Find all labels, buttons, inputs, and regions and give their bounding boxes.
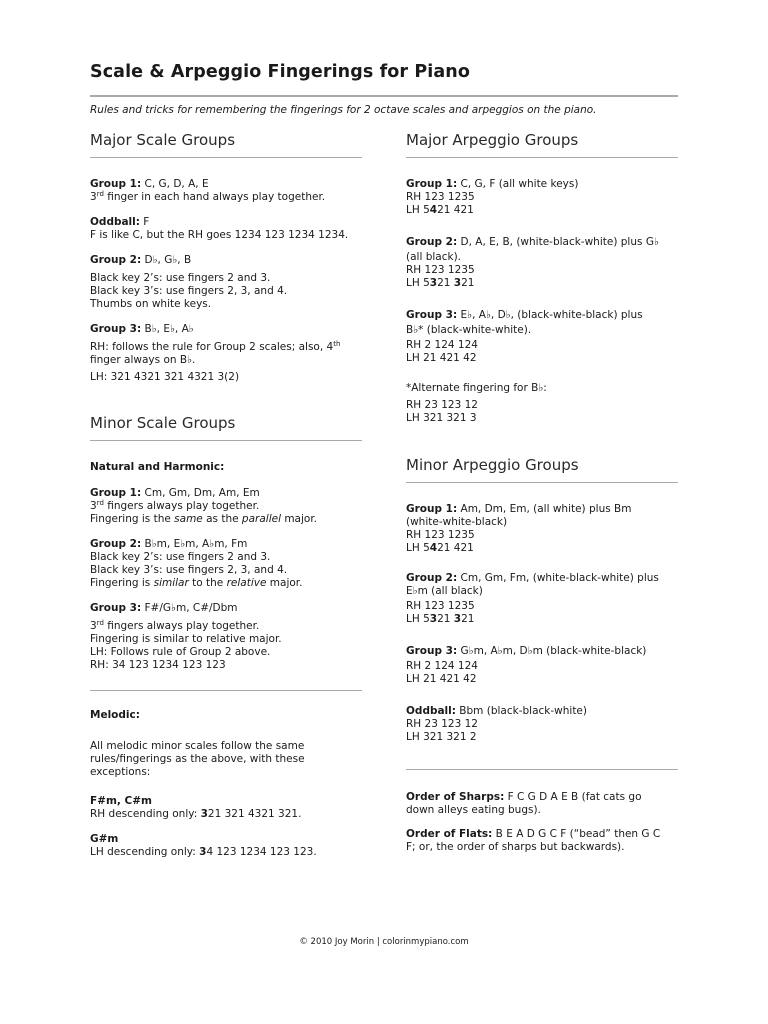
section-divider	[406, 482, 678, 483]
order-of-flats	[406, 828, 678, 854]
exception-label: G#m	[90, 833, 119, 845]
rh-fingering: RH 123 1235	[406, 264, 475, 276]
emphasis-text: parallel	[241, 513, 281, 525]
rule-text: as the	[202, 513, 242, 525]
rule-text: RH: follows the rule for Group 2 scales; also, 4	[90, 341, 334, 353]
group-label: Group 2:	[406, 236, 458, 248]
left-column	[90, 130, 362, 859]
group-label: Group 2:	[90, 254, 142, 266]
rule-text: 3	[90, 191, 97, 203]
group-keys: E♭, A♭, D♭, (black-white-black) plus	[457, 309, 643, 321]
rule-text: to the	[188, 577, 227, 589]
rule-text: Fingering is the	[90, 513, 175, 525]
melodic-exception-gsharp	[90, 833, 362, 859]
order-text: B E A D G C F (“bead” then G C	[492, 828, 661, 840]
rule-text: All melodic minor scales follow the same	[90, 740, 305, 752]
emphasis-text: same	[174, 513, 203, 525]
group-keys: D♭, G♭, B	[141, 254, 192, 266]
minor-scale-group-2	[90, 538, 362, 590]
group-label: Group 1:	[406, 178, 458, 190]
minor-scale-group-1	[90, 487, 362, 526]
rule-text: Fingering is	[90, 577, 154, 589]
group-keys: Cm, Gm, Fm, (white-black-white) plus	[457, 572, 659, 584]
minor-arpeggio-oddball	[406, 705, 678, 744]
order-label: Order of Flats:	[406, 828, 493, 840]
rh-fingering: RH 23 123 12	[406, 399, 478, 411]
rule-text: F is like C, but the RH goes 1234 123 1234 1234.	[90, 229, 349, 241]
group-label: Group 3:	[90, 602, 142, 614]
rh-fingering: RH 123 1235	[406, 191, 475, 203]
group-label: Group 2:	[90, 538, 142, 550]
fingering-text: 21 321 4321 321.	[207, 808, 302, 820]
rh-fingering: RH 2 124 124	[406, 339, 478, 351]
group-keys: F#/G♭m, C#/Dbm	[141, 602, 238, 614]
lh-fingering: LH 321 321 3	[406, 412, 477, 424]
emphasis-digit: 3	[200, 808, 208, 820]
group-keys: B♭, E♭, A♭	[141, 323, 194, 335]
group-label: Group 1:	[90, 487, 142, 499]
group-label: Group 3:	[90, 323, 142, 335]
rule-text: (all black).	[406, 251, 462, 263]
lh-fingering: LH 321 321 2	[406, 731, 477, 743]
lh-fingering: LH 21 421 42	[406, 352, 477, 364]
minor-scale-group-3	[90, 602, 362, 672]
rule-text: fingers always play together.	[103, 620, 260, 632]
fingering-text: LH: 321 4321 321 4321 3(2)	[90, 371, 240, 383]
group-label: Group 3:	[406, 645, 458, 657]
rule-text: Black key 2’s: use fingers 2 and 3.	[90, 551, 271, 563]
superscript: rd	[96, 499, 104, 507]
melodic-description	[90, 740, 362, 779]
natural-harmonic-label: Natural and Harmonic:	[90, 461, 225, 473]
rule-text: Fingering is similar to relative major.	[90, 633, 282, 645]
group-keys: C, G, D, A, E	[141, 178, 209, 190]
major-scale-groups-heading: Major Scale Groups	[90, 131, 236, 149]
major-scale-group-2	[90, 254, 362, 311]
rule-text: exceptions:	[90, 766, 151, 778]
rule-text: major.	[280, 513, 318, 525]
fingering-text: 4 123 1234 123 123.	[206, 846, 317, 858]
order-text: F; or, the order of sharps but backwards).	[406, 841, 625, 853]
minor-arpeggio-group-2	[406, 572, 678, 626]
minor-arpeggio-group-1	[406, 503, 678, 555]
rule-text: rules/fingerings as the above, with these	[90, 753, 305, 765]
emphasis-digit: 3	[199, 846, 207, 858]
group-keys: Cm, Gm, Dm, Am, Em	[141, 487, 260, 499]
section-divider	[90, 690, 362, 691]
minor-scale-groups-heading: Minor Scale Groups	[90, 414, 236, 432]
rule-text: finger always on B♭.	[90, 354, 196, 366]
minor-arpeggio-groups-heading: Minor Arpeggio Groups	[406, 456, 579, 474]
rule-text: B♭* (black-white-white).	[406, 324, 532, 336]
rh-fingering: RH 2 124 124	[406, 660, 478, 672]
right-column	[406, 130, 678, 854]
lh-fingering: LH 5321 321	[406, 613, 475, 625]
rule-text: finger in each hand always play together.	[103, 191, 326, 203]
major-scale-group-1	[90, 178, 362, 204]
rule-text: Thumbs on white keys.	[90, 298, 212, 310]
superscript: th	[333, 340, 341, 348]
rule-text: E♭m (all black)	[406, 585, 483, 597]
copyright-footer: © 2010 Joy Morin | colorinmypiano.com	[299, 937, 469, 947]
section-divider	[90, 157, 362, 158]
group-keys: G♭m, A♭m, D♭m (black-white-black)	[457, 645, 647, 657]
rule-text: major.	[266, 577, 303, 589]
rule-text: Black key 3’s: use fingers 2, 3, and 4.	[90, 285, 288, 297]
rh-fingering: RH 23 123 12	[406, 718, 478, 730]
superscript: rd	[96, 619, 104, 627]
section-divider	[90, 440, 362, 441]
major-arpeggio-group-1	[406, 178, 678, 217]
rule-text: RH descending only:	[90, 808, 201, 820]
alternate-fingering	[406, 382, 678, 425]
group-label: Oddball:	[90, 216, 140, 228]
emphasis-text: similar	[153, 577, 189, 589]
group-label: Group 1:	[90, 178, 142, 190]
emphasis-text: relative	[226, 577, 267, 589]
group-keys: C, G, F (all white keys)	[457, 178, 579, 190]
page-title: Scale & Arpeggio Fingerings for Piano	[90, 62, 470, 82]
rule-text: (white-white-black)	[406, 516, 508, 528]
lh-fingering: LH 21 421 42	[406, 673, 477, 685]
rule-text: LH: Follows rule of Group 2 above.	[90, 646, 271, 658]
minor-arpeggio-group-3	[406, 645, 678, 686]
rule-text: LH descending only:	[90, 846, 200, 858]
group-label: Group 1:	[406, 503, 458, 515]
rule-text: *Alternate fingering for B♭:	[406, 382, 547, 394]
major-arpeggio-groups-heading: Major Arpeggio Groups	[406, 131, 579, 149]
major-scale-group-3	[90, 323, 362, 384]
order-of-sharps	[406, 791, 678, 817]
rh-fingering: RH 123 1235	[406, 600, 475, 612]
melodic-label: Melodic:	[90, 709, 140, 721]
group-keys: Am, Dm, Em, (all white) plus Bm	[457, 503, 632, 515]
superscript: rd	[96, 190, 104, 198]
rule-text: 3	[90, 500, 97, 512]
order-text: F C G D A E B (fat cats go	[504, 791, 642, 803]
major-scale-oddball	[90, 216, 362, 242]
lh-fingering: LH 5321 321	[406, 277, 475, 289]
major-arpeggio-group-3	[406, 309, 678, 365]
group-keys: D, A, E, B, (white-black-white) plus G♭	[457, 236, 659, 248]
major-arpeggio-group-2	[406, 236, 678, 290]
group-keys: F	[139, 216, 150, 228]
rule-text: 3	[90, 620, 97, 632]
lh-fingering: LH 5421 421	[406, 542, 474, 554]
lh-fingering: LH 5421 421	[406, 204, 474, 216]
title-divider	[90, 95, 678, 97]
section-divider	[406, 769, 678, 770]
fingering-text: RH: 34 123 1234 123 123	[90, 659, 226, 671]
rule-text: fingers always play together.	[103, 500, 260, 512]
rule-text: Black key 3’s: use fingers 2, 3, and 4.	[90, 564, 288, 576]
melodic-exception-fcsharp	[90, 795, 362, 821]
rule-text: Black key 2’s: use fingers 2 and 3.	[90, 272, 271, 284]
group-keys: Bbm (black-black-white)	[455, 705, 587, 717]
page-subtitle: Rules and tricks for remembering the fingerings for 2 octave scales and arpeggios on the piano.	[90, 104, 597, 116]
section-divider	[406, 157, 678, 158]
order-label: Order of Sharps:	[406, 791, 505, 803]
group-keys: B♭m, E♭m, A♭m, Fm	[141, 538, 248, 550]
exception-label: F#m, C#m	[90, 795, 153, 807]
group-label: Group 3:	[406, 309, 458, 321]
rh-fingering: RH 123 1235	[406, 529, 475, 541]
group-label: Oddball:	[406, 705, 456, 717]
order-text: down alleys eating bugs).	[406, 804, 541, 816]
group-label: Group 2:	[406, 572, 458, 584]
